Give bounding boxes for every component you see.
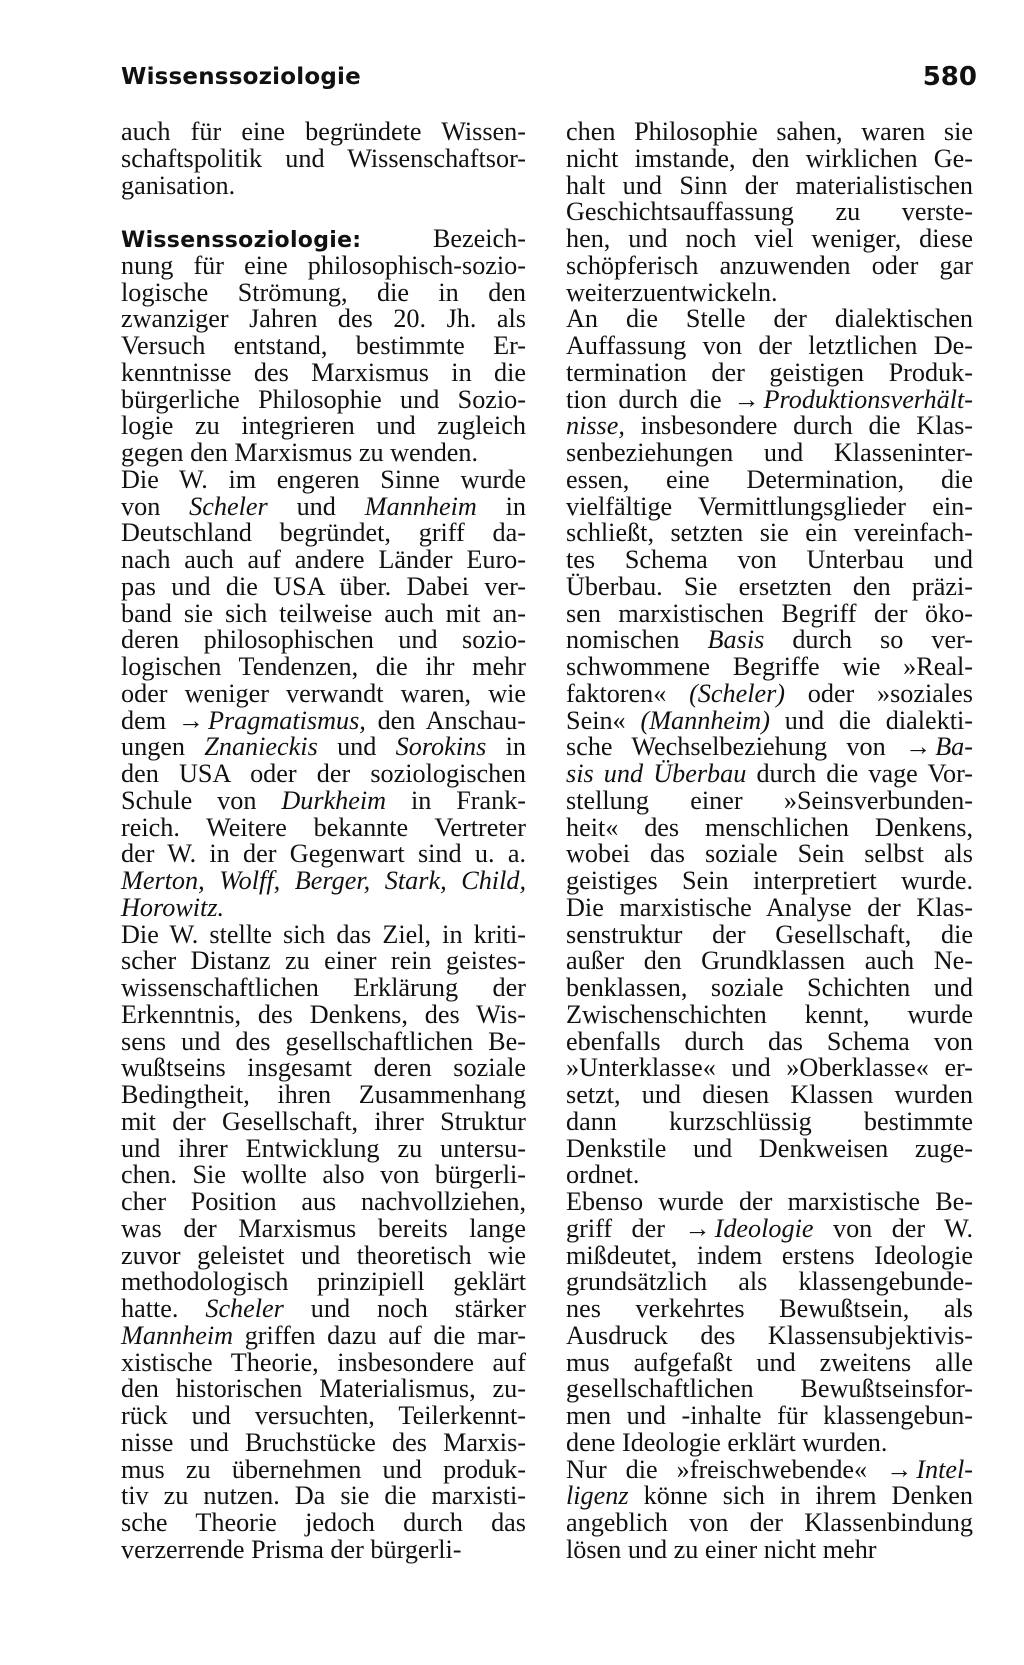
text-line	[566, 598, 973, 628]
text-line	[121, 1376, 526, 1403]
text-line	[121, 1296, 526, 1323]
italic-name: Horowitz.	[121, 892, 225, 922]
text-line	[566, 919, 973, 949]
text-run: durch die vage Vor-	[746, 759, 974, 788]
text-line	[566, 1082, 973, 1109]
text-run: wobei das soziale Sein selbst als	[566, 839, 973, 869]
text-run: Sein«	[566, 705, 641, 735]
text-line	[566, 306, 973, 333]
text-line	[121, 547, 526, 574]
text-run: vielfältige Vermittlungsglieder ein-	[566, 491, 973, 521]
text-line	[121, 384, 526, 414]
text-run: nicht imstande, den wirklichen Ge-	[566, 143, 973, 173]
text-run: von der W.	[813, 1213, 973, 1243]
text-run: heit« des menschlichen Denkens,	[566, 812, 973, 842]
text-line	[121, 1483, 526, 1510]
text-run: hen, und noch viel weniger, diese	[566, 224, 973, 253]
text-run: Erkenntnis, des Denkens, des Wis-	[121, 999, 526, 1029]
italic-name: Ideologie	[714, 1213, 814, 1243]
text-run: Überbau. Sie ersetzten den präzi-	[566, 571, 973, 601]
text-line	[121, 1055, 526, 1082]
text-run: gegen den Marxismus zu wenden.	[121, 438, 479, 467]
text-run: mus zu übernehmen und produk-	[121, 1454, 526, 1484]
text-run: pas und die USA über. Dabei ver-	[121, 571, 526, 601]
text-line	[566, 868, 973, 895]
text-run: auch für eine begründete Wissen-	[121, 117, 526, 146]
paragraph-gap	[121, 199, 526, 226]
text-line	[121, 413, 526, 440]
text-line	[121, 948, 526, 975]
text-run: gesellschaftlichen Bewußtseinsfor-	[566, 1374, 973, 1404]
text-run: rück und versuchten, Teilerkennt-	[121, 1401, 526, 1430]
text-line	[121, 1026, 526, 1056]
text-line	[121, 1189, 526, 1216]
italic-name: (Scheler)	[689, 678, 786, 708]
text-line	[566, 1055, 973, 1082]
text-run: ungen	[121, 732, 205, 762]
text-run: griff der	[566, 1213, 685, 1243]
text-line	[566, 1240, 973, 1270]
text-run: chen Philosophie sahen, waren sie	[566, 117, 973, 146]
text-line	[121, 841, 526, 868]
text-line	[566, 440, 973, 467]
text-line	[566, 1376, 973, 1403]
text-line	[121, 1133, 526, 1163]
text-line	[566, 491, 973, 521]
text-run: schaftspolitik und Wissenschaftsor-	[121, 143, 526, 173]
text-line	[121, 1213, 526, 1243]
text-run: verzerrende Prisma der bürgerli-	[121, 1534, 462, 1564]
text-line	[121, 1510, 526, 1537]
text-run: wußtseins insgesamt deren soziale	[121, 1053, 526, 1083]
text-line	[121, 226, 526, 253]
text-run: sens und des gesellschaftlichen Be-	[121, 1026, 526, 1056]
text-run: und	[317, 732, 396, 762]
text-line	[566, 1454, 973, 1484]
text-run: ordnet.	[566, 1160, 640, 1190]
text-run: essen, eine Determination, die	[566, 464, 973, 494]
text-run: »Unterklasse« und »Oberklasse« er-	[566, 1053, 973, 1083]
text-run: senbeziehungen und Klasseninter-	[566, 438, 973, 467]
text-line	[121, 627, 526, 654]
text-line	[121, 1269, 526, 1296]
text-run: benklassen, soziale Schichten und	[566, 973, 973, 1002]
text-line	[566, 1483, 973, 1510]
text-line	[121, 705, 526, 735]
text-run: und	[267, 491, 365, 521]
text-run: Auffassung von der letztlichen De-	[566, 331, 973, 360]
text-run: den Anschau-	[365, 705, 526, 735]
page-number: 580	[922, 62, 977, 92]
text-run: Die W. stellte sich das Ziel, in kriti-	[121, 919, 526, 949]
text-run: zuvor geleistet und theoretisch wie	[121, 1240, 526, 1270]
text-run: tes Schema von Unterbau und	[566, 545, 973, 574]
text-run: Versuch entstand, bestimmte Er-	[121, 331, 526, 360]
italic-name: Znanieckis	[204, 732, 318, 762]
text-run: sen marxistischen Begriff der öko-	[566, 598, 973, 628]
italic-name: ligenz	[566, 1481, 629, 1511]
italic-name: Produktionsverhält-	[763, 384, 973, 414]
text-run: wissenschaftlichen Erklärung der	[121, 973, 526, 1002]
text-line	[566, 705, 973, 735]
text-run: Deutschland begründet, griff da-	[121, 518, 526, 548]
text-run: nisse und Bruchstücke des Marxis-	[121, 1427, 526, 1457]
text-line	[566, 199, 973, 226]
text-run: der W. in der Gegenwart sind u. a.	[121, 839, 526, 869]
text-run: dene Ideologie erklärt wurden.	[566, 1427, 888, 1457]
cross-reference-arrow-icon: →	[886, 1454, 913, 1484]
text-run: Bedingtheit, ihren Zusammenhang	[121, 1080, 526, 1109]
italic-name: nisse,	[566, 411, 625, 441]
text-run: logie zu integrieren und zugleich	[121, 411, 526, 441]
text-line	[121, 491, 527, 521]
text-run: faktoren«	[566, 678, 690, 708]
italic-name: Scheler	[205, 1294, 284, 1323]
text-line	[121, 761, 526, 788]
text-run: tion durch die	[566, 384, 734, 414]
left-text-column	[121, 119, 526, 1564]
text-run: griffen dazu auf die mar-	[233, 1320, 526, 1350]
text-line	[566, 1026, 973, 1056]
text-line	[121, 1106, 526, 1136]
italic-name: Basis	[707, 625, 765, 655]
text-run: in Frank-	[386, 785, 527, 815]
text-run: schließt, setzten sie ein vereinfach-	[566, 518, 973, 548]
text-line	[566, 1189, 973, 1216]
text-run: bürgerliche Philosophie und Sozio-	[121, 384, 526, 414]
text-run: könne sich in ihrem Denken	[628, 1481, 973, 1511]
text-run: sche Wechselbeziehung von	[566, 732, 905, 762]
text-run: grundsätzlich als klassengebunde-	[566, 1267, 973, 1297]
text-run: insbesondere durch die Klas-	[624, 411, 973, 441]
text-run: Ausdruck des Klassensubjektivis-	[566, 1320, 973, 1350]
text-run: Bezeich-	[361, 224, 526, 253]
text-run: in	[486, 732, 526, 762]
text-run: außer den Grundklassen auch Ne-	[566, 946, 973, 976]
cross-reference-arrow-icon: →	[684, 1213, 711, 1243]
text-line	[121, 357, 526, 387]
text-line	[566, 678, 973, 708]
text-line	[121, 1454, 526, 1484]
text-run: men und -inhalte für klassengebun-	[566, 1401, 973, 1430]
text-line	[566, 1427, 973, 1457]
text-line	[566, 520, 973, 547]
running-head-title: Wissenssoziologie	[121, 64, 361, 90]
text-run: Die marxistische Analyse der Klas-	[566, 892, 973, 922]
text-run: oder »soziales	[785, 678, 973, 708]
text-line	[566, 143, 973, 173]
cross-reference-arrow-icon: →	[905, 732, 932, 762]
text-run: dem	[121, 705, 178, 735]
text-line	[566, 170, 973, 200]
text-run: weiterzuentwickeln.	[566, 277, 778, 307]
text-line	[566, 357, 973, 387]
italic-name: Sorokins	[395, 732, 487, 762]
text-run: durch so ver-	[764, 625, 974, 655]
text-run: setzt, und diesen Klassen wurden	[566, 1080, 973, 1109]
text-line	[566, 464, 973, 494]
text-run: tiv zu nutzen. Da sie die marxisti-	[121, 1481, 526, 1511]
text-line	[121, 1534, 526, 1564]
text-run: Zwischenschichten kennt, wurde	[566, 999, 973, 1029]
text-run: An die Stelle der dialektischen	[566, 304, 973, 334]
text-line	[566, 413, 973, 440]
text-run: zwanziger Jahren des 20. Jh. als	[121, 304, 526, 334]
text-run: nach auch auf andere Länder Euro-	[121, 545, 526, 574]
text-line	[121, 306, 526, 333]
text-line	[121, 440, 526, 467]
text-line	[566, 1269, 973, 1296]
text-line	[121, 598, 526, 628]
text-line	[121, 1082, 526, 1109]
italic-name: Pragmatismus,	[207, 705, 366, 735]
text-line	[566, 571, 973, 601]
text-line	[566, 226, 973, 253]
text-line	[121, 1320, 526, 1350]
text-line	[566, 734, 973, 761]
running-header	[121, 60, 977, 100]
text-line	[566, 761, 973, 788]
text-line	[121, 1403, 526, 1430]
text-line	[566, 1106, 973, 1136]
text-line	[566, 1296, 973, 1323]
text-line	[566, 1510, 973, 1537]
text-line	[121, 892, 526, 922]
text-line	[121, 464, 526, 494]
text-line	[566, 627, 973, 654]
text-line	[121, 919, 526, 949]
text-line	[566, 277, 973, 307]
text-run: senstruktur der Gesellschaft, die	[566, 919, 973, 949]
text-run: logische Strömung, die in den	[121, 277, 526, 307]
text-line	[566, 785, 973, 815]
text-line	[566, 948, 973, 975]
text-run: ganisation.	[121, 170, 236, 200]
text-run: cher Position aus nachvollziehen,	[121, 1187, 526, 1216]
text-line	[566, 1320, 973, 1350]
text-run: Geschichtsauffassung zu verste-	[566, 197, 973, 227]
text-run: hatte.	[121, 1294, 206, 1323]
text-line	[121, 143, 526, 173]
text-line	[121, 812, 526, 842]
italic-name: Scheler	[189, 491, 268, 521]
italic-name: (Mannheim)	[640, 705, 770, 735]
italic-name: sis und Überbau	[566, 759, 747, 788]
text-line	[121, 277, 526, 307]
text-run: den historischen Materialismus, zu-	[121, 1374, 526, 1404]
text-line	[566, 547, 973, 574]
text-line	[121, 1240, 526, 1270]
text-run: von	[121, 491, 190, 521]
text-run: chen. Sie wollte also von bürgerli-	[121, 1160, 526, 1190]
text-run: Nur die »freischwebende«	[566, 1454, 887, 1484]
italic-name: Mannheim	[121, 1320, 234, 1350]
text-line	[566, 975, 973, 1002]
text-line	[566, 1213, 973, 1243]
text-run: und die dialekti-	[769, 705, 973, 735]
cross-reference-arrow-icon: →	[733, 384, 760, 414]
italic-name: Intel-	[916, 1454, 973, 1484]
text-line	[566, 892, 973, 922]
text-run: schöpferisch anzuwenden oder gar	[566, 250, 973, 280]
text-line	[121, 571, 526, 601]
text-run: und noch stärker	[283, 1294, 526, 1323]
text-line	[566, 1133, 973, 1163]
text-line	[566, 841, 973, 868]
text-run: oder weniger verwandt waren, wie	[121, 678, 526, 708]
text-run: kenntnisse des Marxismus in die	[121, 357, 526, 387]
text-line	[121, 975, 526, 1002]
italic-name: Mannheim	[364, 491, 477, 521]
text-run: mißdeutet, indem erstens Ideologie	[566, 1240, 973, 1270]
text-line	[121, 785, 527, 815]
text-line	[121, 868, 526, 895]
text-run: stellung einer »Seinsverbunden-	[566, 785, 973, 815]
text-line	[566, 1162, 973, 1189]
text-line	[121, 170, 526, 200]
text-line	[566, 384, 973, 414]
text-run: mit der Gesellschaft, ihrer Struktur	[121, 1106, 526, 1136]
text-run: in	[476, 491, 527, 521]
text-line	[566, 250, 973, 280]
text-run: Die W. im engeren Sinne wurde	[121, 464, 526, 494]
text-run: deren philosophischen und sozio-	[121, 625, 526, 655]
text-line	[566, 1347, 973, 1377]
text-line	[121, 999, 526, 1029]
lemma-heading: Wissenssoziologie:	[121, 228, 362, 253]
text-run: dann kurzschlüssig bestimmte	[566, 1106, 973, 1136]
text-run: xistische Theorie, insbesondere auf	[121, 1347, 526, 1377]
text-run: Ebenso wurde der marxistische Be-	[566, 1187, 973, 1216]
text-line	[121, 1347, 526, 1377]
text-run: lösen und zu einer nicht mehr	[566, 1534, 877, 1564]
text-run: angeblich von der Klassenbindung	[566, 1508, 973, 1537]
text-line	[121, 1162, 526, 1189]
text-line	[121, 734, 526, 761]
text-run: und ihrer Entwicklung zu untersu-	[121, 1133, 526, 1163]
text-run: geistiges Sein interpretiert wurde.	[566, 866, 973, 895]
text-line	[121, 333, 526, 360]
italic-name: Merton, Wolff, Berger, Stark, Child,	[121, 866, 526, 895]
right-text-column	[566, 119, 973, 1564]
italic-name: Ba-	[935, 732, 973, 762]
text-line	[566, 1534, 973, 1564]
text-run: logischen Tendenzen, die ihr mehr	[121, 652, 526, 681]
text-run: schwommene Begriffe wie »Real-	[566, 652, 973, 681]
text-run: halt und Sinn der materialistischen	[566, 170, 973, 200]
text-line	[121, 250, 526, 280]
text-run: Denkstile und Denkweisen zuge-	[566, 1133, 973, 1163]
text-line	[566, 999, 973, 1029]
text-run: methodologisch prinzipiell geklärt	[121, 1267, 526, 1297]
text-run: nes verkehrtes Bewußtsein, als	[566, 1294, 973, 1323]
text-line	[566, 1403, 973, 1430]
text-run: nung für eine philosophisch-sozio-	[121, 250, 526, 280]
text-line	[121, 119, 526, 146]
text-line	[566, 812, 973, 842]
text-line	[121, 520, 526, 547]
text-line	[566, 119, 973, 146]
text-run: scher Distanz zu einer rein geistes-	[121, 946, 526, 976]
text-run: band sie sich teilweise auch mit an-	[121, 598, 526, 628]
text-run: was der Marxismus bereits lange	[121, 1213, 526, 1243]
text-line	[121, 1427, 526, 1457]
text-line	[566, 333, 973, 360]
text-run: Schule von	[121, 785, 282, 815]
text-run: ebenfalls durch das Schema von	[566, 1026, 973, 1056]
text-run: reich. Weitere bekannte Vertreter	[121, 812, 526, 842]
text-line	[566, 654, 973, 681]
cross-reference-arrow-icon: →	[177, 705, 204, 735]
text-run: nomischen	[566, 625, 708, 655]
text-run: mus aufgefaßt und zweitens alle	[566, 1347, 973, 1377]
italic-name: Durkheim	[281, 785, 387, 815]
text-run: sche Theorie jedoch durch das	[121, 1508, 526, 1537]
text-line	[121, 654, 526, 681]
text-run: den USA oder der soziologischen	[121, 759, 526, 788]
text-run: termination der geistigen Produk-	[566, 357, 973, 387]
text-line	[121, 678, 526, 708]
